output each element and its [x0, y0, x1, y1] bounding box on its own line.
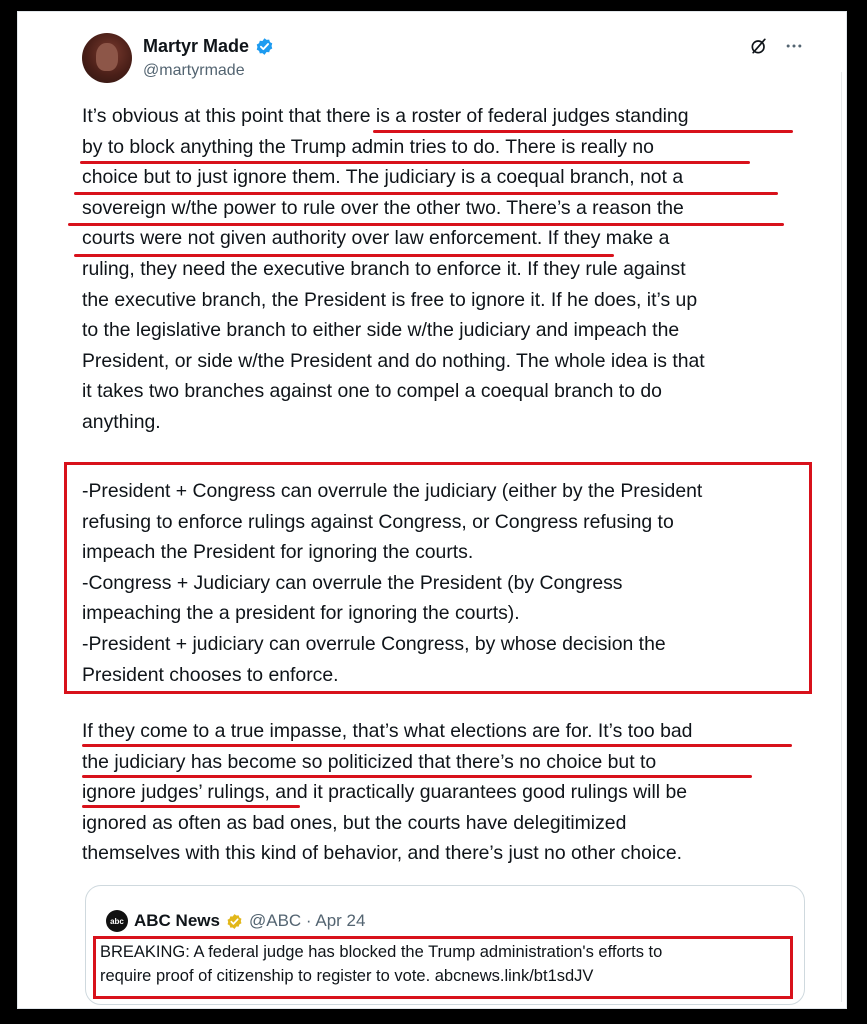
text-line: require proof of citizenship to register to vote. abcnews.link/bt1sdJV	[100, 967, 594, 985]
annotation-underline	[373, 130, 793, 133]
abc-news-logo: abc	[106, 910, 128, 932]
text-line: themselves with this kind of behavior, and there’s just no other choice.	[82, 842, 683, 865]
quoted-post-header	[106, 910, 365, 932]
divider	[841, 72, 842, 1002]
text-line: BREAKING: A federal judge has blocked the Trump administration's efforts to	[100, 943, 663, 961]
text-line: choice but to just ignore them. The judiciary is a coequal branch, not a	[82, 166, 684, 189]
annotation-underline	[74, 192, 778, 195]
text-line: it takes two branches against one to compel a coequal branch to do	[82, 380, 662, 403]
author-name-row	[143, 36, 274, 57]
text-line: -President + judiciary can overrule Congress, by whose decision the	[82, 632, 666, 655]
annotation-underline	[80, 161, 750, 164]
quoted-post[interactable]	[85, 885, 805, 1005]
text-line: President, or side w/the President and do nothing. The whole idea is that	[82, 349, 705, 372]
annotation-box	[93, 936, 793, 999]
text-line: sovereign w/the power to rule over the other two. There’s a reason the	[82, 196, 684, 219]
quoted-handle-date: @ABC · Apr 24	[248, 911, 366, 930]
text-line: by to block anything the Trump admin tries to do. There is really no	[82, 135, 654, 158]
text-line: to the legislative branch to either side w/the judiciary and impeach the	[82, 319, 680, 342]
text-line: impeaching the a president for ignoring the courts).	[82, 602, 520, 625]
text-line: It’s obvious at this point that there is a roster of federal judges standing	[82, 105, 689, 127]
post-paragraph-3	[82, 716, 812, 869]
text-line: President chooses to enforce.	[82, 663, 339, 686]
text-line: courts were not given authority over law enforcement. If they make a	[82, 227, 670, 250]
verified-badge-icon	[255, 37, 274, 56]
annotation-underline	[82, 775, 752, 778]
annotation-underline	[74, 254, 614, 257]
text-line: refusing to enforce rulings against Congress, or Congress refusing to	[82, 510, 674, 533]
text-line: the executive branch, the President is free to ignore it. If he does, it’s up	[82, 288, 698, 311]
tweet-card	[17, 11, 847, 1009]
annotation-underline	[82, 744, 792, 747]
text-line: impeach the President for ignoring the courts.	[82, 541, 474, 564]
text-line: -President + Congress can overrule the judiciary (either by the President	[82, 480, 703, 502]
post-paragraph-1	[82, 101, 812, 438]
text-line: If they come to a true impasse, that’s what elections are for. It’s too bad	[82, 720, 693, 742]
annotation-underline	[68, 223, 784, 226]
avatar[interactable]	[82, 33, 132, 83]
text-line: the judiciary has become so politicized that there’s no choice but to	[82, 750, 657, 773]
text-line: ignore judges’ rulings, and it practically guarantees good rulings will be	[82, 781, 688, 804]
text-line: anything.	[82, 410, 161, 433]
text-line: ignored as often as bad ones, but the courts have delegitimized	[82, 811, 627, 834]
quoted-author-name[interactable]: ABC News	[134, 911, 220, 930]
annotation-box	[64, 462, 812, 694]
more-icon[interactable]	[784, 36, 804, 56]
author-handle[interactable]: @martyrmade	[143, 62, 245, 79]
author-display-name[interactable]: Martyr Made	[143, 36, 250, 56]
text-line: -Congress + Judiciary can overrule the President (by Congress	[82, 571, 623, 594]
annotation-underline	[82, 805, 300, 808]
grok-icon[interactable]	[749, 36, 769, 56]
text-line: ruling, they need the executive branch to enforce it. If they rule against	[82, 257, 686, 280]
gold-verified-badge-icon	[226, 913, 243, 930]
